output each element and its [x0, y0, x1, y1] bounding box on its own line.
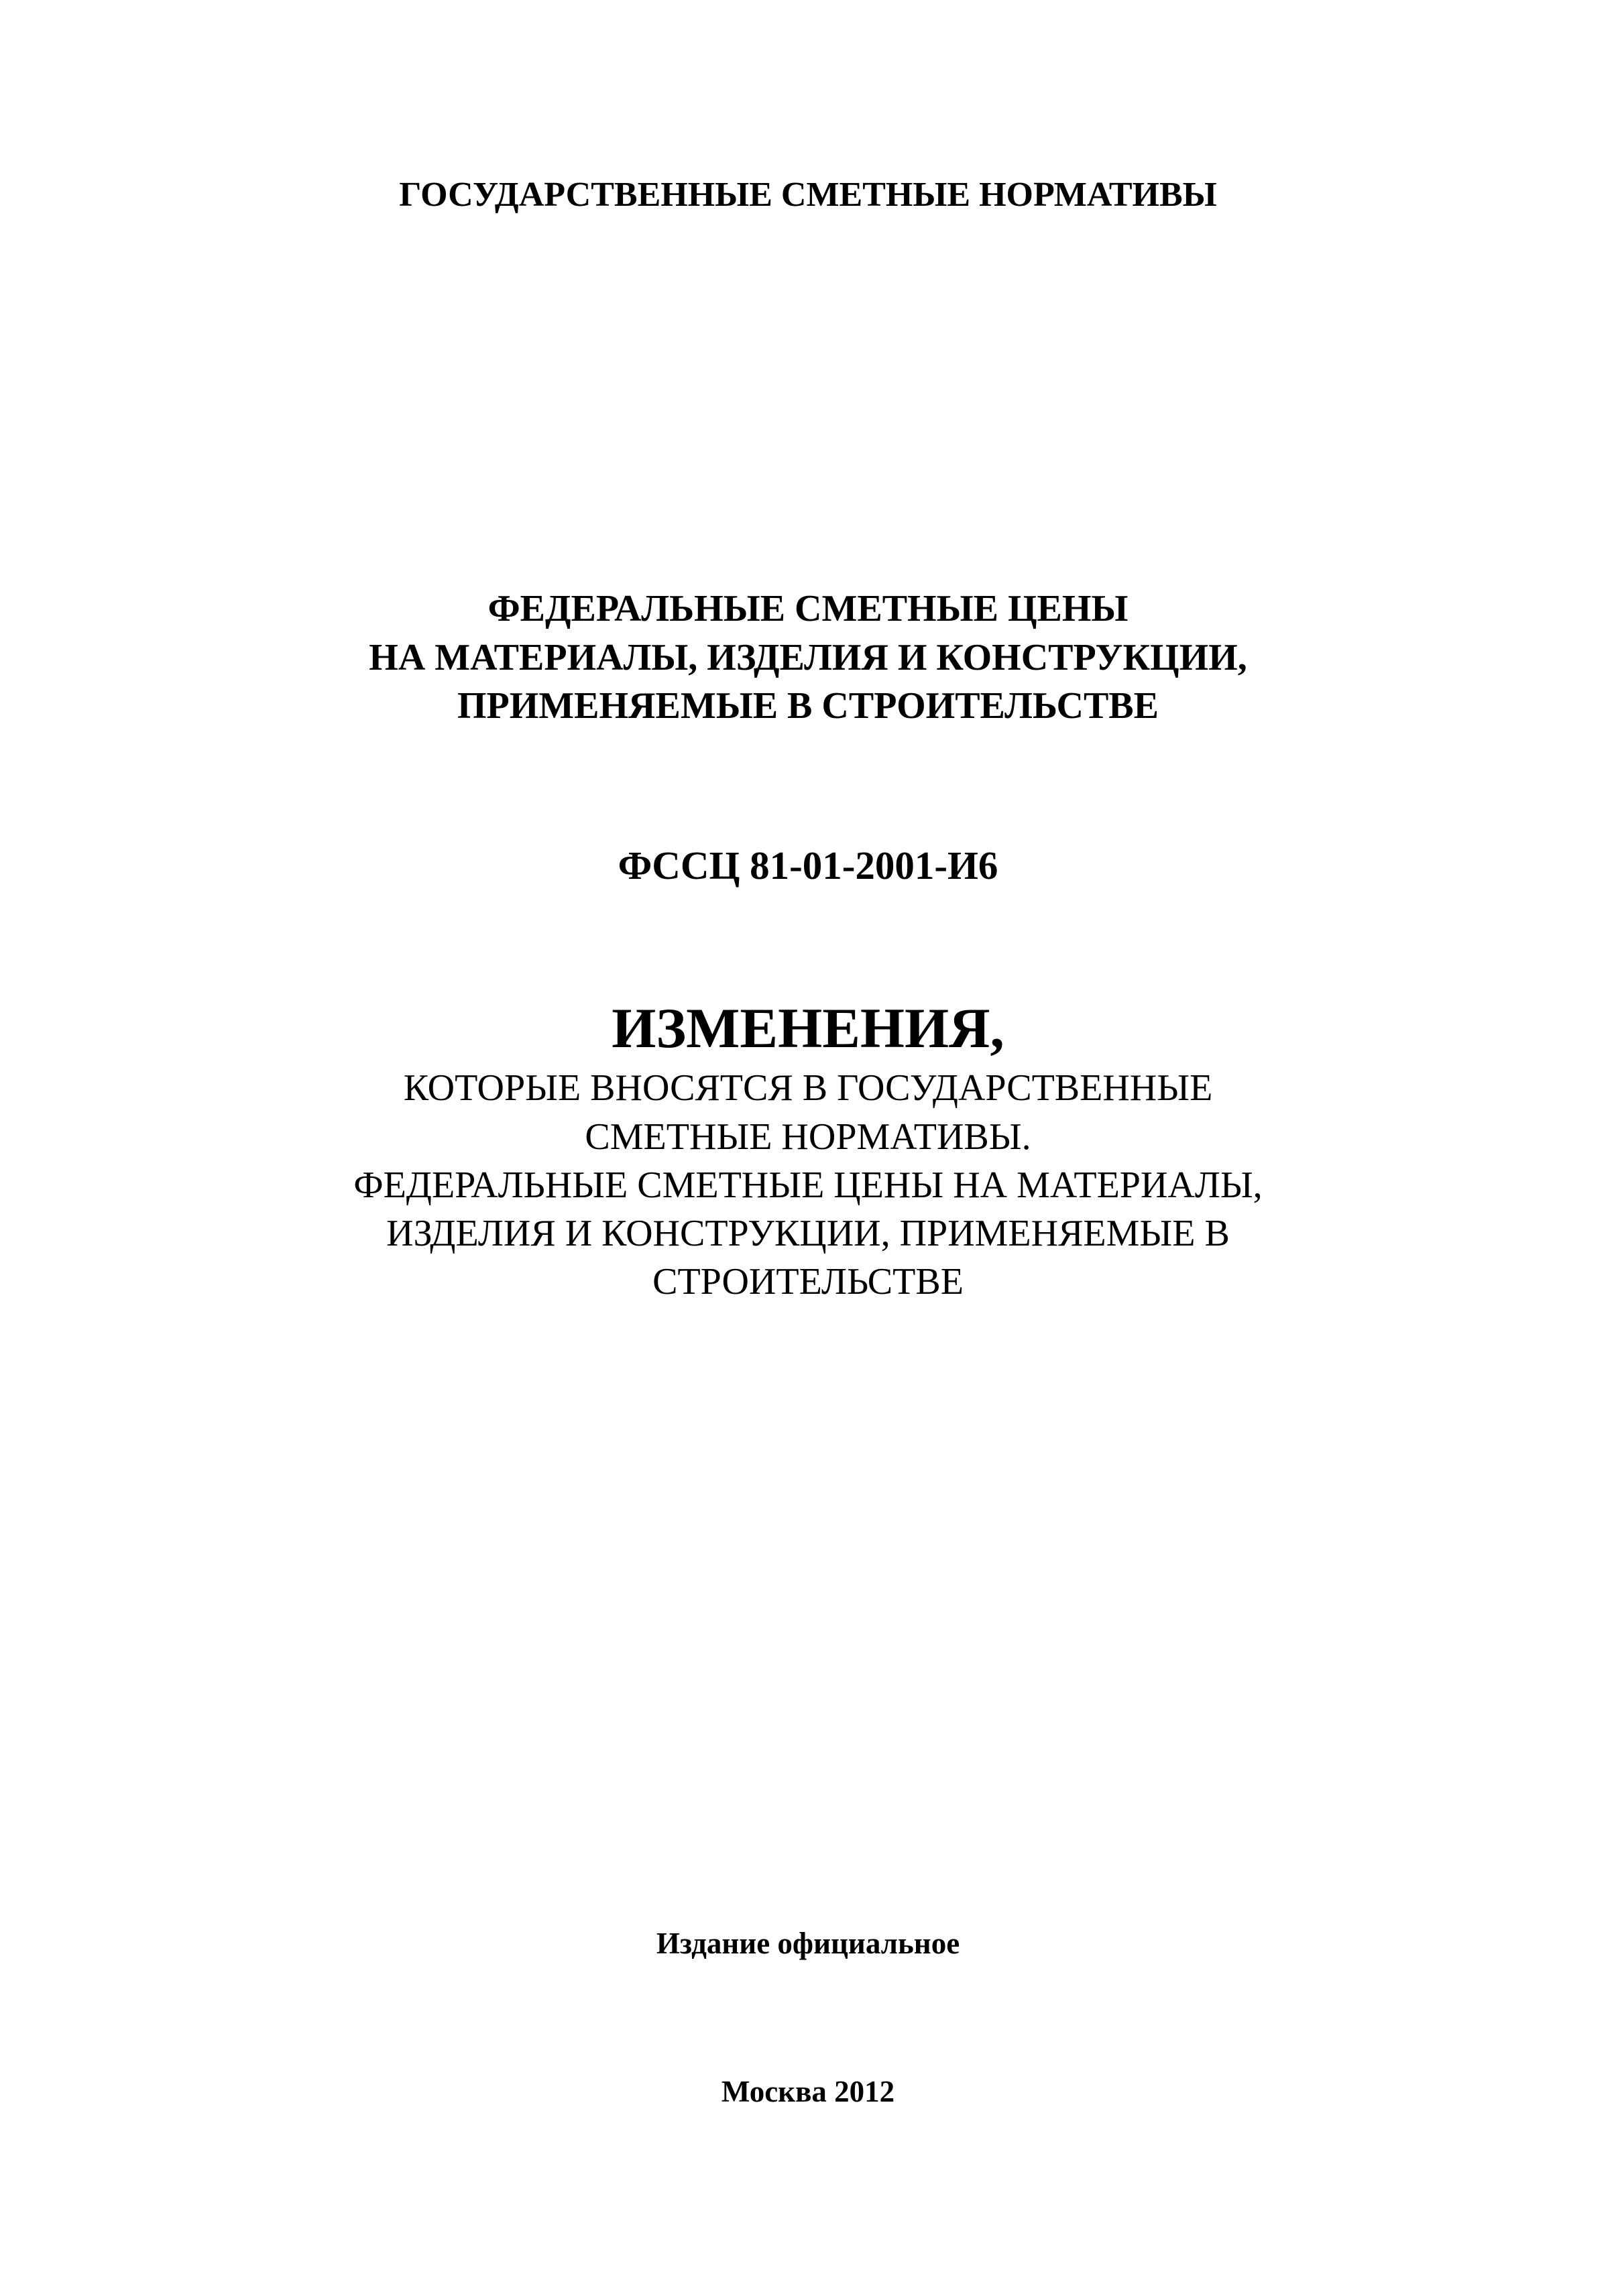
description-line-4: ИЗДЕЛИЯ И КОНСТРУКЦИИ, ПРИМЕНЯЕМЫЕ В — [386, 1213, 1230, 1254]
changes-heading: ИЗМЕНЕНИЯ, — [612, 997, 1004, 1060]
city-year: Москва 2012 — [721, 2075, 895, 2108]
description-line-5: СТРОИТЕЛЬСТВЕ — [652, 1261, 964, 1303]
document-code: ФССЦ 81-01-2001-И6 — [618, 843, 998, 888]
description-line-2: СМЕТНЫЕ НОРМАТИВЫ. — [585, 1116, 1031, 1158]
document-header: ГОСУДАРСТВЕННЫЕ СМЕТНЫЕ НОРМАТИВЫ — [399, 176, 1217, 214]
title-line-1: ФЕДЕРАЛЬНЫЕ СМЕТНЫЕ ЦЕНЫ — [487, 588, 1129, 629]
title-line-2: НА МАТЕРИАЛЫ, ИЗДЕЛИЯ И КОНСТРУКЦИИ, — [369, 637, 1247, 678]
description-line-1: КОТОРЫЕ ВНОСЯТСЯ В ГОСУДАРСТВЕННЫЕ — [403, 1067, 1213, 1109]
title-line-3: ПРИМЕНЯЕМЫЕ В СТРОИТЕЛЬСТВЕ — [457, 685, 1159, 727]
description-line-3: ФЕДЕРАЛЬНЫЕ СМЕТНЫЕ ЦЕНЫ НА МАТЕРИАЛЫ, — [353, 1164, 1263, 1206]
edition-label: Издание официальное — [656, 1927, 960, 1960]
